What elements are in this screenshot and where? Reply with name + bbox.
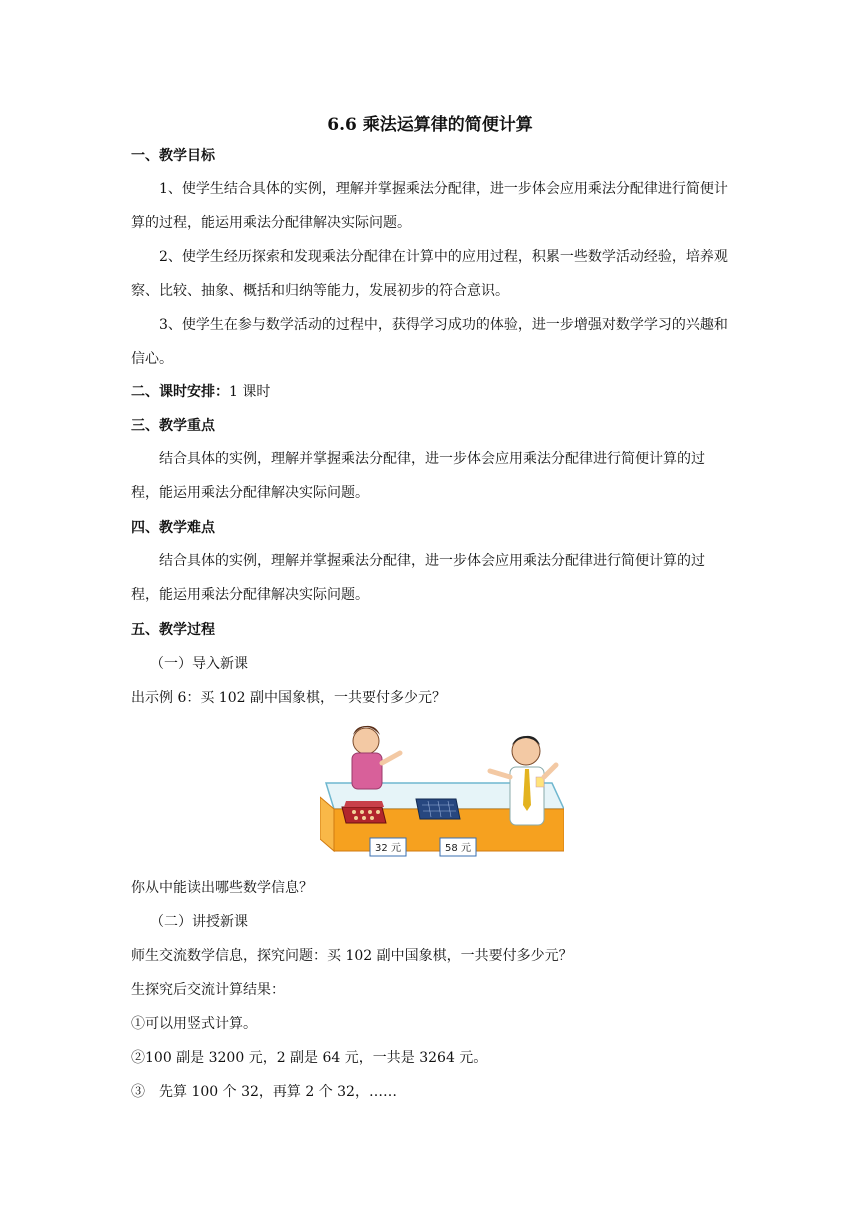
price-tag-1: 32 元 <box>375 843 401 854</box>
schedule-value: 1 课时 <box>229 384 271 400</box>
key-heading: 三、教学重点 <box>131 418 215 434</box>
goal-3: 3、使学生在参与数学活动的过程中，获得学习成功的体验，进一步增强对数学学习的兴趣和信心。 <box>131 317 728 367</box>
schedule-label: 二、课时安排： <box>131 384 229 400</box>
results-intro: 生探究后交流计算结果： <box>131 982 285 998</box>
goals-heading: 一、教学目标 <box>131 148 215 164</box>
result-2: ②100 副是 3200 元，2 副是 64 元，一共是 3264 元。 <box>131 1050 488 1066</box>
intro-heading: （一）导入新课 <box>150 656 248 672</box>
document-title: 6.6 乘法运算律的简便计算 <box>327 115 533 135</box>
goal-2: 2、使学生经历探索和发现乘法分配律在计算中的应用过程，积累一些数学活动经验，培养观察、比较、抽象、概括和归纳等能力，发展初步的符合意识。 <box>131 249 728 299</box>
result-1: ①可以用竖式计算。 <box>131 1016 257 1032</box>
difficult-heading: 四、教学难点 <box>131 520 215 536</box>
process-heading: 五、教学过程 <box>131 622 215 638</box>
chess-counter-illustration <box>320 713 564 865</box>
result-3: ③ 先算 100 个 32，再算 2 个 32，…… <box>131 1084 397 1100</box>
question-text: 你从中能读出哪些数学信息？ <box>131 880 313 896</box>
schedule-line <box>131 382 731 402</box>
goal-1: 1、使学生结合具体的实例，理解并掌握乘法分配律，进一步体会应用乘法分配律进行简便计算的过程，能运用乘法分配律解决实际问题。 <box>131 181 728 231</box>
difficult-text: 结合具体的实例，理解并掌握乘法分配律，进一步体会应用乘法分配律进行简便计算的过程，能运用乘法分配律解决实际问题。 <box>131 553 705 603</box>
exchange-text: 师生交流数学信息，探究问题：买 102 副中国象棋，一共要付多少元？ <box>131 948 573 964</box>
price-tag-2: 58 元 <box>445 843 471 854</box>
new-lesson-heading: （二）讲授新课 <box>150 914 248 930</box>
key-text: 结合具体的实例，理解并掌握乘法分配律，进一步体会应用乘法分配律进行简便计算的过程，能运用乘法分配律解决实际问题。 <box>131 451 705 501</box>
example-text: 出示例 6：买 102 副中国象棋，一共要付多少元？ <box>131 690 446 706</box>
